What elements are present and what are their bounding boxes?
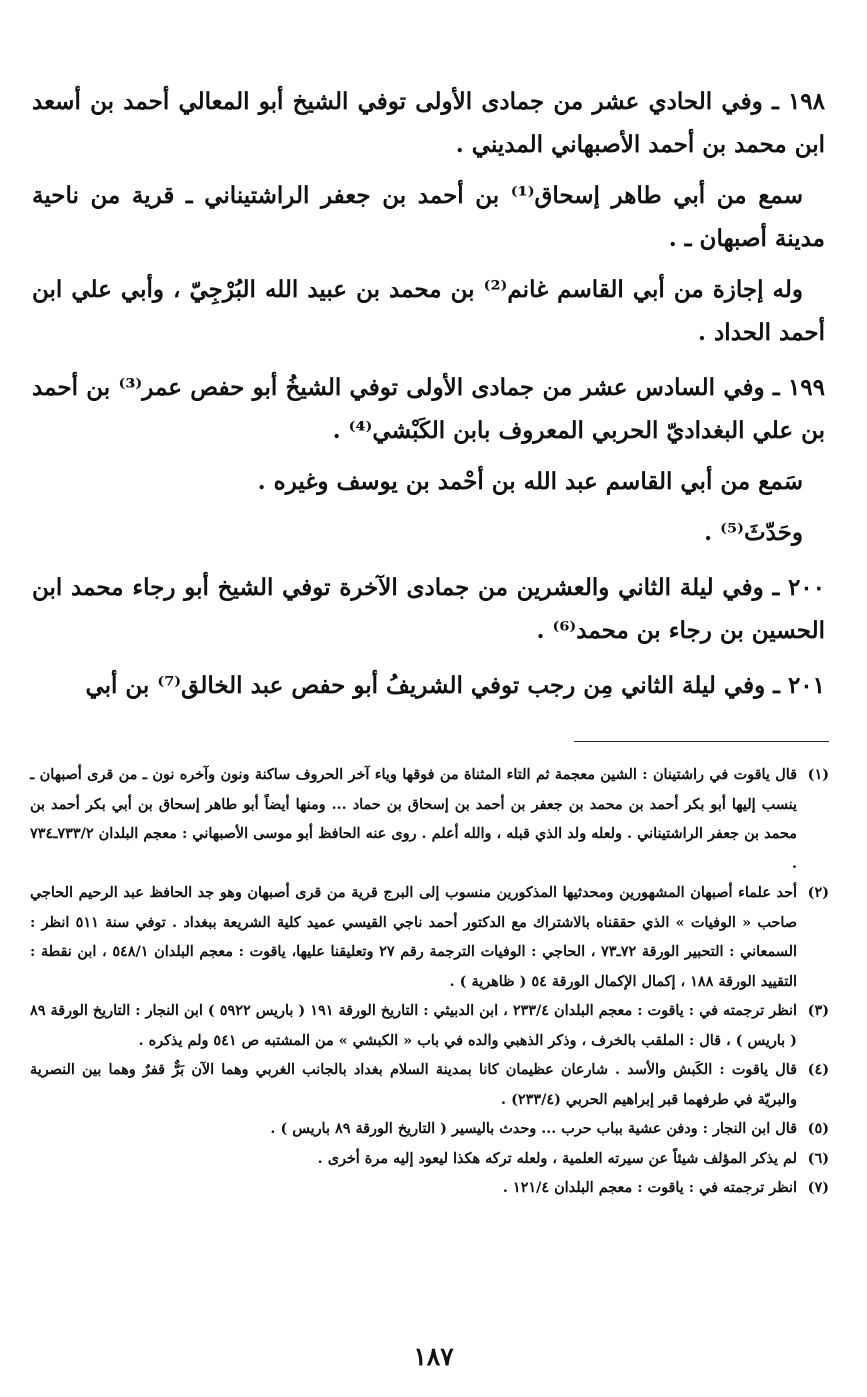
page-number: ١٨٧	[413, 1342, 454, 1371]
entry-198-sama: سمع من أبي طاهر إسحاق⁽¹⁾ بن أحمد بن جعفر الراشتيناني ـ قرية من ناحية مدينة أصبهان ـ .	[32, 182, 825, 252]
entry-198: ١٩٨ ـ وفي الحادي عشر من جمادى الأولى توفي الشيخ أبو المعالي أحمد بن أسعد ابن محمد بن أحمد الأصبهاني المديني .	[32, 88, 825, 158]
footnote-text: لم يذكر المؤلف شيئاً عن سيرته العلمية ، ولعله تركه هكذا ليعود إليه مرة أخرى .	[317, 1149, 797, 1167]
entry-199-haddath: وحَدّثَ⁽⁵⁾ .	[704, 519, 803, 546]
entry-201: ٢٠١ ـ وفي ليلة الثاني مِن رجب توفي الشريفُ أبو حفص عبد الخالق⁽⁷⁾ بن أبي	[85, 672, 825, 699]
footnote-1	[30, 760, 829, 878]
footnote-number: (٢)	[807, 884, 829, 901]
footnote-text: قال ابن النجار : ودفن عشية بباب حرب ... وحدث باليسير ( التاريخ الورقة ٨٩ باريس ) .	[270, 1120, 797, 1137]
footnote-number: (٦)	[807, 1149, 829, 1167]
entry-200: ٢٠٠ ـ وفي ليلة الثاني والعشرين من جمادى الآخرة توفي الشيخ أبو رجاء محمد ابن الحسين بن رجاء بن محمد⁽⁶⁾ .	[32, 574, 825, 644]
entry-198-ijaza: وله إجازة من أبي القاسم غانم⁽²⁾ بن محمد بن عبيد الله البُرْجِيّ ، وأبي علي ابن أحمد الحداد .	[32, 276, 825, 346]
footnote-number: (٧)	[807, 1179, 829, 1196]
footnote-4	[30, 1055, 829, 1114]
footnote-text: أحد علماء أصبهان المشهورين ومحدثيها المذكورين منسوب إلى البرج قرية من قرى أصبهان وهو جد الحافظ عبد الرحيم الحاجي صاحب « الوفيات » الذي حققناه بالاشتراك مع الدكتور أحمد ناجي القيسي عميد كلية الشريعة ببغداد . توفي سنة ٥١١ انظر : السمعاني : التحبير الورقة ٧٢ـ٧٣ ، الحاجي : الوفيات الترجمة رقم ٢٧ وتعليقنا عليها، ياقوت : معجم البلدان ٥٤٨/١ ، ابن نقطة : التقييد الورقة ١٨٨ ، إكمال الإكمال الورقة ٥٤ ( ظاهرية ) .	[30, 884, 797, 990]
footnote-number: (٣)	[807, 1002, 829, 1019]
footnote-text: انظر ترجمته في : ياقوت : معجم البلدان ١٢١/٤ .	[502, 1179, 797, 1196]
footnote-text: قال ياقوت : الكَبش والأسد . شارعان عظيمان كانا بمدينة السلام بغداد بالجانب الغربي وهما الآن بَرٌّ قفرٌ وهما بين النصرية والبريّة في طرفهما قبر إبراهيم الحربي (٢٣٣/٤) .	[30, 1061, 797, 1108]
footnote-6	[30, 1144, 829, 1174]
footnote-3	[30, 996, 829, 1055]
footnote-number: (١)	[807, 766, 829, 783]
footnote-divider	[574, 741, 829, 742]
footnote-number: (٥)	[807, 1120, 829, 1137]
footnote-5	[30, 1114, 829, 1144]
footnote-2	[30, 878, 829, 996]
footnote-number: (٤)	[807, 1061, 829, 1078]
footnote-text: قال ياقوت في راشتينان : الشين معجمة ثم التاء المثناة من فوقها وياء آخر الحروف ساكنة ونون وآخره نون ـ من قرى أصبهان ـ ينسب إليها أبو بكر أحمد بن محمد بن جعفر بن أحمد بن إسحاق بن حماد ... ومنها أيضاً أبو طاهر إسحاق بن أبي بكر أحمد بن محمد بن جعفر الراشتيناني . ولعله ولد الذي قبله ، والله أعلم . روى عنه الحافظ أبو موسى الأصبهاني : معجم البلدان ٧٣٣/٢ـ٧٣٤ .	[30, 766, 797, 872]
entry-199: ١٩٩ ـ وفي السادس عشر من جمادى الأولى توفي الشيخُ أبو حفص عمر⁽³⁾ بن أحمد بن علي البغداديّ الحربي المعروف بابن الكَبْشي⁽⁴⁾ .	[32, 374, 825, 444]
main-text	[32, 80, 825, 707]
footnote-7	[30, 1173, 829, 1203]
footnotes	[30, 760, 829, 1203]
footnote-text: انظر ترجمته في : ياقوت : معجم البلدان ٢٣٣/٤ ، ابن الدبيثي : التاريخ الورقة ١٩١ ( باريس ٥٩٢٢ ) ابن النجار : التاريخ الورقة ٨٩ ( باريس ) ، قال : الملقب بالخرف ، وذكر الذهبي والده في باب « الكبشي » من المشتبه ص ٥٤١ ولم يذكره .	[30, 1002, 798, 1049]
entry-199-sama: سَمع من أبي القاسم عبد الله بن أحْمد بن يوسف وغيره .	[257, 468, 803, 495]
